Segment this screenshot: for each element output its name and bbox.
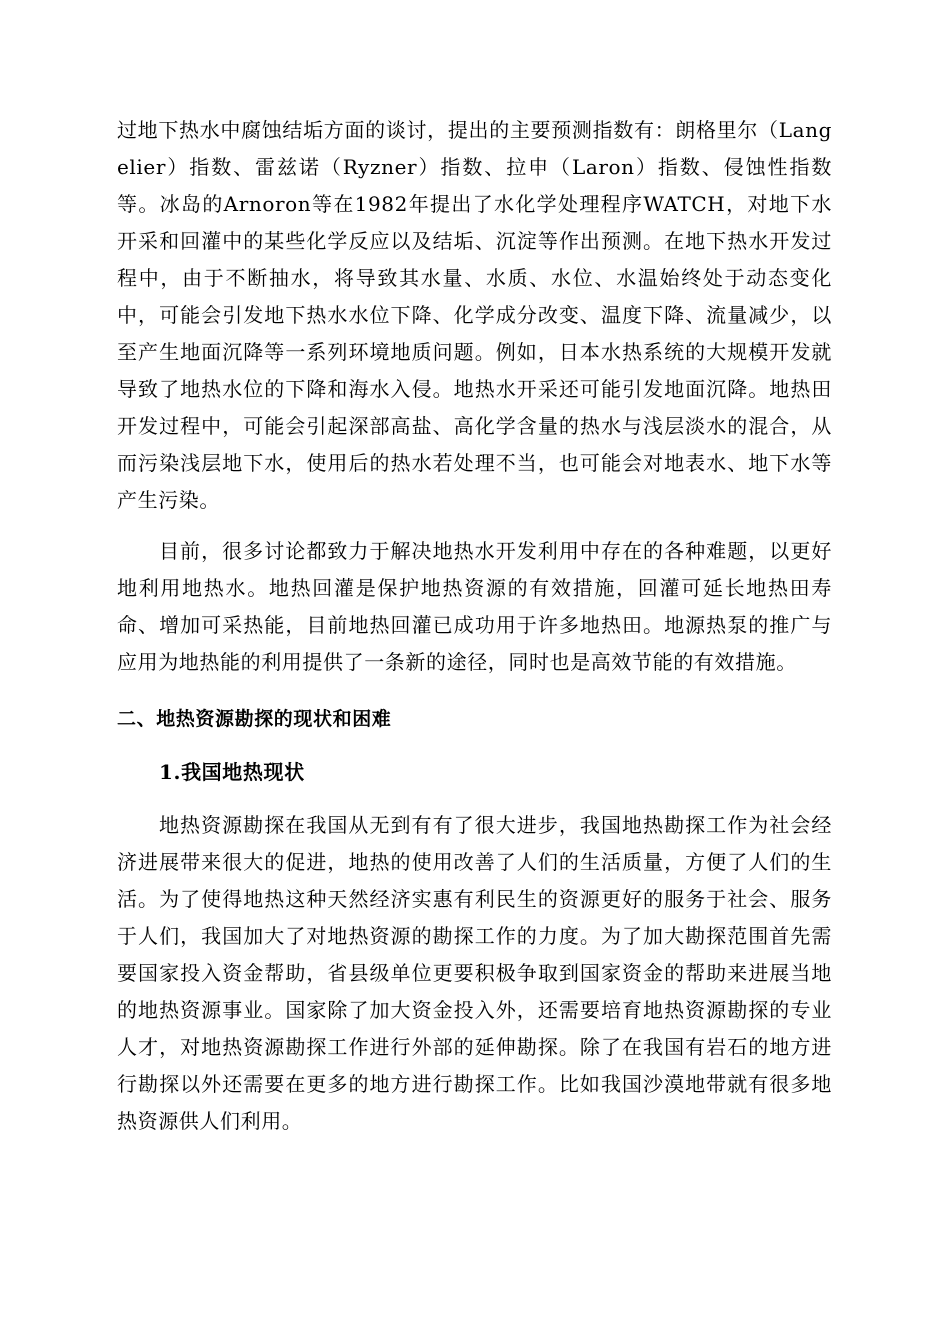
paragraph-exploration-status: 地热资源勘探在我国从无到有有了很大进步，我国地热勘探工作为社会经济进展带来很大的促进，地热的使用改善了人们的生活质量，方便了人们的生活。为了使得地热这种天然经济实惠有利民生的资源更好的服务于社会、服务于人们，我国加大了对地热资源的勘探工作的力度。为了加大勘探范围首先需要国家投入资金帮助，省县级单位更要积极争取到国家资金的帮助来进展当地的地热资源事业。国家除了加大资金投入外，还需要培育地热资源勘探的专业人才，对地热资源勘探工作进行外部的延伸勘探。除了在我国有岩石的地方进行勘探以外还需要在更多的地方进行勘探工作。比如我国沙漠地带就有很多地热资源供人们利用。: [117, 813, 832, 1133]
paragraph-corrosion-indices: 过地下热水中腐蚀结垢方面的谈讨，提出的主要预测指数有：朗格里尔（Langelier）指数、雷兹诺（Ryzner）指数、拉申（Laron）指数、侵蚀性指数等。冰岛的Arnoron等在1982年提出了水化学处理程序WATCH，对地下水开采和回灌中的某些化学反应以及结垢、沉淀等作出预测。在地下热水开发过程中，由于不断抽水，将导致其水量、水质、水位、水温始终处于动态变化中，可能会引发地下热水水位下降、化学成分改变、温度下降、流量减少，以至产生地面沉降等一系列环境地质问题。例如，日本水热系统的大规模开发就导致了地热水位的下降和海水入侵。地热水开采还可能引发地面沉降。地热田开发过程中，可能会引起深部高盐、高化学含量的热水与浅层淡水的混合，从而污染浅层地下水，使用后的热水若处理不当，也可能会对地表水、地下水等产生污染。: [117, 118, 832, 512]
section-heading: 二、地热资源勘探的现状和困难: [117, 708, 392, 730]
subsection-heading: 1.我国地热现状: [159, 760, 305, 784]
document-page: [117, 112, 832, 1140]
paragraph-geothermal-reinjection: 目前，很多讨论都致力于解决地热水开发利用中存在的各种难题，以更好地利用地热水。地热回灌是保护地热资源的有效措施，回灌可延长地热田寿命、增加可采热能，目前地热回灌已成功用于许多地热田。地源热泵的推广与应用为地热能的利用提供了一条新的途径，同时也是高效节能的有效措施。: [117, 539, 832, 674]
